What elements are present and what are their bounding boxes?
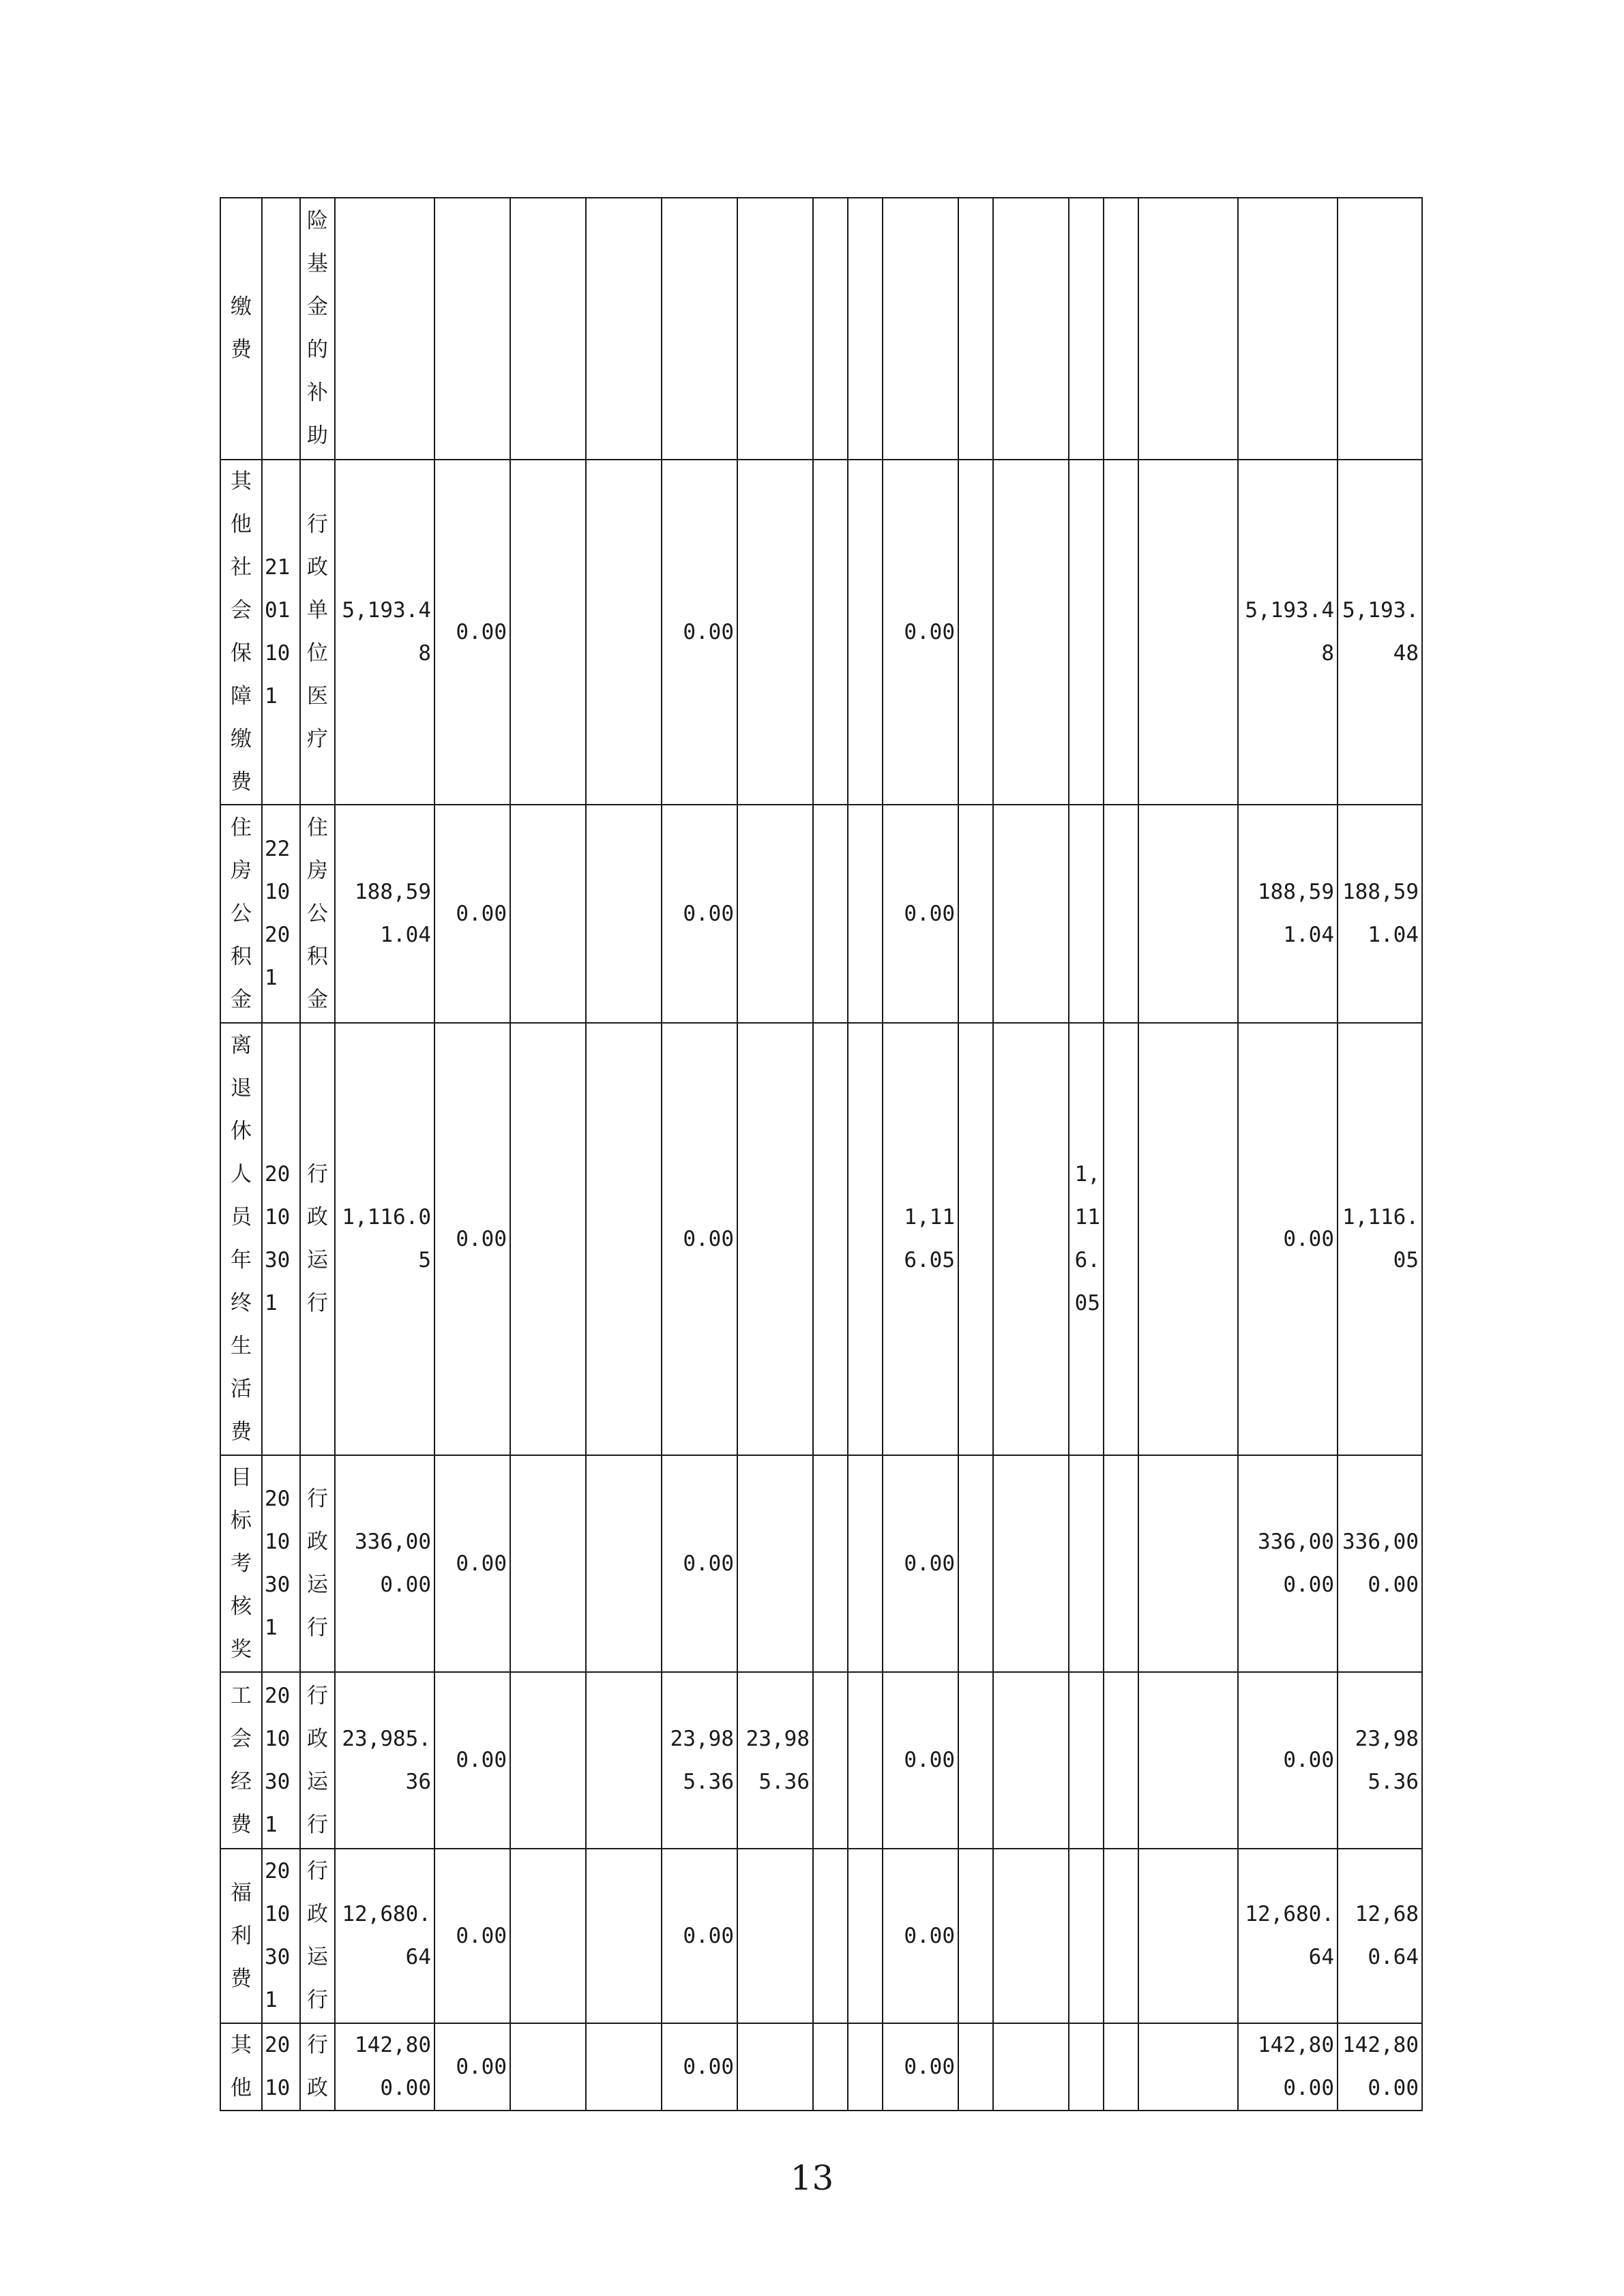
item-name-cell: 其他社会保障缴费 [220, 460, 262, 805]
amount-cell: 23,985.36 [335, 1672, 434, 1849]
amount-cell [586, 460, 662, 805]
amount-cell [958, 805, 993, 1023]
amount-cell: 0.00 [883, 1849, 958, 2023]
amount-cell [958, 1023, 993, 1455]
item-name-cell: 福利费 [220, 1849, 262, 2023]
function-category-cell: 行政单位医疗 [300, 460, 335, 805]
amount-cell [586, 198, 662, 460]
amount-cell [586, 1672, 662, 1849]
amount-cell [813, 805, 848, 1023]
amount-cell: 142,800.00 [1338, 2023, 1422, 2111]
amount-cell: 0.00 [434, 1672, 510, 1849]
amount-cell [1104, 1023, 1138, 1455]
amount-cell [1069, 1849, 1104, 2023]
amount-cell [737, 805, 813, 1023]
amount-cell [958, 1455, 993, 1672]
amount-cell: 0.00 [662, 1023, 737, 1455]
amount-cell [510, 2023, 586, 2111]
amount-cell [848, 805, 883, 1023]
amount-cell: 1,116.05 [883, 1023, 958, 1455]
item-name-cell: 目标考核奖 [220, 1455, 262, 1672]
amount-cell [434, 198, 510, 460]
amount-cell [1138, 1023, 1238, 1455]
amount-cell [586, 1023, 662, 1455]
amount-cell [335, 198, 434, 460]
function-category-cell: 行政运行 [300, 1455, 335, 1672]
amount-cell [813, 1849, 848, 2023]
amount-cell [510, 1672, 586, 1849]
amount-cell [1138, 460, 1238, 805]
table-row [220, 1455, 1422, 1672]
amount-cell: 0.00 [883, 460, 958, 805]
amount-cell [510, 1849, 586, 2023]
amount-cell: 1,116.05 [1338, 1023, 1422, 1455]
amount-cell: 0.00 [434, 2023, 510, 2111]
amount-cell [958, 460, 993, 805]
amount-cell: 12,680.64 [1338, 1849, 1422, 2023]
amount-cell: 0.00 [883, 1455, 958, 1672]
amount-cell [958, 1672, 993, 1849]
amount-cell [1069, 1672, 1104, 1849]
amount-cell [586, 805, 662, 1023]
amount-cell [510, 805, 586, 1023]
amount-cell: 12,680.64 [1238, 1849, 1338, 2023]
function-category-cell: 行政运行 [300, 1849, 335, 2023]
item-name-cell: 工会经费 [220, 1672, 262, 1849]
amount-cell [510, 1023, 586, 1455]
function-code-cell: 2010301 [262, 1849, 300, 2023]
amount-cell [1069, 805, 1104, 1023]
amount-cell [510, 1455, 586, 1672]
amount-cell: 142,800.00 [1238, 2023, 1338, 2111]
table-row [220, 198, 1422, 460]
amount-cell [993, 198, 1069, 460]
amount-cell [958, 198, 993, 460]
amount-cell [1104, 198, 1138, 460]
amount-cell [958, 1849, 993, 2023]
amount-cell: 188,591.04 [1238, 805, 1338, 1023]
amount-cell [848, 460, 883, 805]
amount-cell [848, 1455, 883, 1672]
amount-cell: 23,985.36 [1338, 1672, 1422, 1849]
table-row [220, 460, 1422, 805]
amount-cell [586, 1849, 662, 2023]
amount-cell [1138, 805, 1238, 1023]
amount-cell: 0.00 [883, 2023, 958, 2111]
amount-cell: 336,000.00 [1338, 1455, 1422, 1672]
function-code-cell: 2010301 [262, 1455, 300, 1672]
amount-cell: 0.00 [662, 1455, 737, 1672]
amount-cell [1104, 1455, 1138, 1672]
table-row [220, 1672, 1422, 1849]
amount-cell [1069, 460, 1104, 805]
amount-cell: 0.00 [883, 1672, 958, 1849]
amount-cell: 12,680.64 [335, 1849, 434, 2023]
amount-cell [510, 198, 586, 460]
amount-cell: 188,591.04 [335, 805, 434, 1023]
amount-cell [813, 1672, 848, 1849]
amount-cell [993, 1455, 1069, 1672]
amount-cell [848, 1023, 883, 1455]
function-code-cell: 2010301 [262, 1672, 300, 1849]
amount-cell [1104, 1849, 1138, 2023]
amount-cell [737, 1455, 813, 1672]
amount-cell [1104, 805, 1138, 1023]
function-code-cell: 2210201 [262, 805, 300, 1023]
amount-cell [813, 2023, 848, 2111]
item-name-cell: 住房公积金 [220, 805, 262, 1023]
amount-cell [993, 1023, 1069, 1455]
amount-cell [737, 1023, 813, 1455]
amount-cell: 0.00 [434, 1849, 510, 2023]
table-row [220, 1849, 1422, 2023]
amount-cell: 5,193.48 [1338, 460, 1422, 805]
amount-cell: 142,800.00 [335, 2023, 434, 2111]
amount-cell: 23,985.36 [662, 1672, 737, 1849]
amount-cell [993, 2023, 1069, 2111]
amount-cell: 0.00 [662, 2023, 737, 2111]
amount-cell: 5,193.48 [1238, 460, 1338, 805]
amount-cell [1338, 198, 1422, 460]
amount-cell [1238, 198, 1338, 460]
amount-cell: 0.00 [434, 1023, 510, 1455]
amount-cell [1138, 1672, 1238, 1849]
amount-cell [1104, 460, 1138, 805]
amount-cell: 0.00 [1238, 1023, 1338, 1455]
amount-cell [848, 1849, 883, 2023]
function-code-cell: 2010301 [262, 1023, 300, 1455]
amount-cell [1138, 198, 1238, 460]
amount-cell [1138, 1455, 1238, 1672]
amount-cell [848, 1672, 883, 1849]
amount-cell [1069, 2023, 1104, 2111]
amount-cell [993, 1849, 1069, 2023]
amount-cell [1069, 1455, 1104, 1672]
amount-cell [1138, 1849, 1238, 2023]
amount-cell: 0.00 [1238, 1672, 1338, 1849]
function-code-cell [262, 198, 300, 460]
page-number: 13 [790, 2158, 834, 2198]
amount-cell: 188,591.04 [1338, 805, 1422, 1023]
amount-cell [586, 1455, 662, 1672]
amount-cell [848, 198, 883, 460]
amount-cell [510, 460, 586, 805]
amount-cell: 0.00 [883, 805, 958, 1023]
item-name-cell: 离退休人员年终生活费 [220, 1023, 262, 1455]
amount-cell: 0.00 [434, 805, 510, 1023]
table-body [220, 198, 1422, 2111]
amount-cell [1104, 1672, 1138, 1849]
amount-cell [813, 1455, 848, 1672]
function-code-cell: 2010 [262, 2023, 300, 2111]
amount-cell [993, 460, 1069, 805]
function-category-cell: 住房公积金 [300, 805, 335, 1023]
amount-cell: 0.00 [662, 460, 737, 805]
amount-cell: 336,000.00 [1238, 1455, 1338, 1672]
amount-cell [586, 2023, 662, 2111]
amount-cell [1104, 2023, 1138, 2111]
budget-table [220, 197, 1423, 2111]
amount-cell: 0.00 [434, 460, 510, 805]
amount-cell: 1,116.05 [335, 1023, 434, 1455]
amount-cell [737, 1849, 813, 2023]
function-category-cell: 行政运行 [300, 1023, 335, 1455]
amount-cell [737, 198, 813, 460]
amount-cell [883, 198, 958, 460]
amount-cell [813, 1023, 848, 1455]
table-row [220, 2023, 1422, 2111]
amount-cell: 336,000.00 [335, 1455, 434, 1672]
function-code-cell: 2101101 [262, 460, 300, 805]
table-row [220, 1023, 1422, 1455]
amount-cell: 23,985.36 [737, 1672, 813, 1849]
amount-cell [662, 198, 737, 460]
amount-cell [958, 2023, 993, 2111]
amount-cell [848, 2023, 883, 2111]
amount-cell [737, 460, 813, 805]
amount-cell [1069, 198, 1104, 460]
amount-cell [737, 2023, 813, 2111]
amount-cell [993, 1672, 1069, 1849]
amount-cell [1138, 2023, 1238, 2111]
function-category-cell: 行政 [300, 2023, 335, 2111]
item-name-cell: 缴费 [220, 198, 262, 460]
amount-cell [813, 198, 848, 460]
amount-cell [813, 460, 848, 805]
amount-cell: 5,193.48 [335, 460, 434, 805]
table-row [220, 805, 1422, 1023]
amount-cell: 1,116.05 [1069, 1023, 1104, 1455]
item-name-cell: 其他 [220, 2023, 262, 2111]
amount-cell [993, 805, 1069, 1023]
amount-cell: 0.00 [434, 1455, 510, 1672]
function-category-cell: 险基金的补助 [300, 198, 335, 460]
amount-cell: 0.00 [662, 805, 737, 1023]
amount-cell: 0.00 [662, 1849, 737, 2023]
function-category-cell: 行政运行 [300, 1672, 335, 1849]
